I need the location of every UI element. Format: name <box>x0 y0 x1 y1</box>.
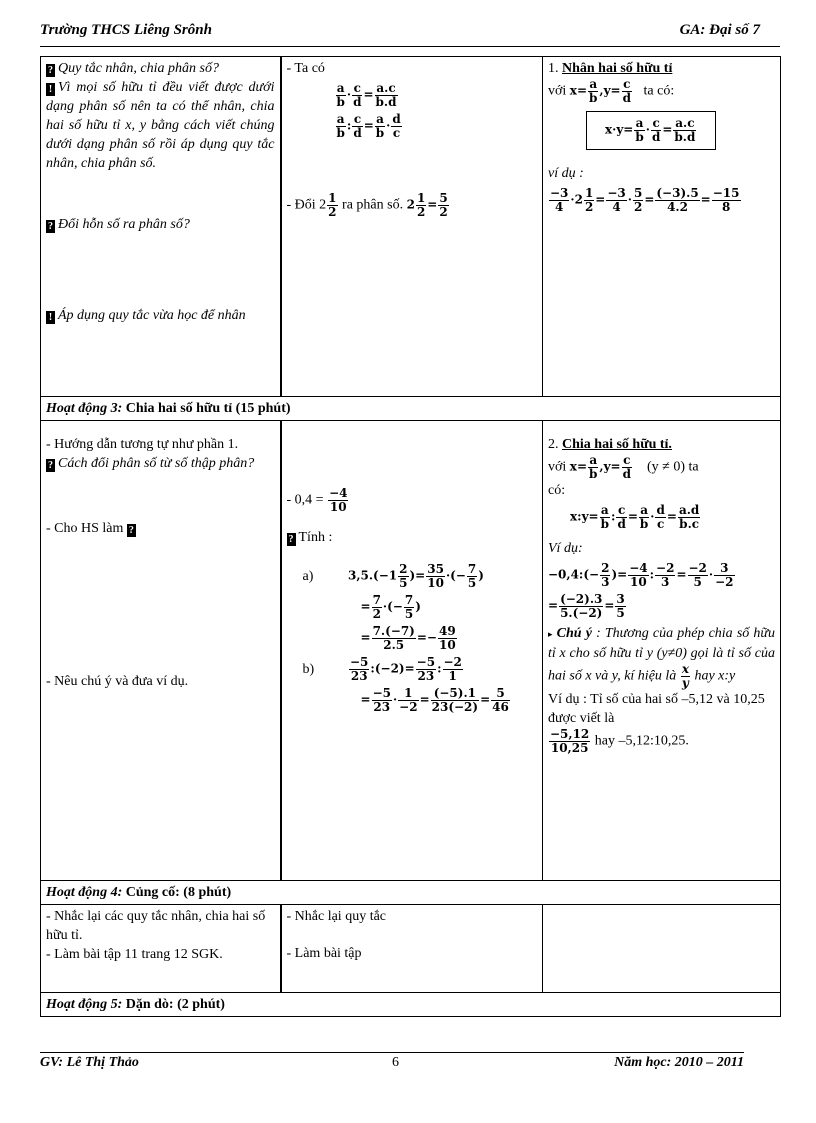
example-multiply: $\frac{-3}{4}$ ·2 $\frac{1}{2}$ = $\frac{-3}{4}$ · $\frac{5}{2}$ = $\frac{(-3).5}{4.2}$ = $\frac{-15}{8}$ <box>550 186 740 214</box>
teacher-name: GV: Lê Thị Thảo <box>40 1055 139 1070</box>
formula-divide: x:y= $\frac{a}{b}$ : $\frac{c}{d}$ = $\frac{a}{b}$ · $\frac{d}{c}$ = $\frac{a.d}{b.c}$ <box>570 503 700 531</box>
formula-box: x·y= $\frac{a}{b}$ · $\frac{c}{d}$ = $\frac{a.c}{b.d}$ <box>586 111 716 150</box>
teacher-activity-cell: ? Quy tắc nhân, chia phân số? ! Vì mọi số hữu tỉ đều viết được dưới dạng phân số nên ta có thể nhân, chia hai số hữu tỉ x, y bằng cách viết chúng dưới dạng phân số rồi áp dụng quy tắc nhân, chia phân số. ? Đổi hỗn số ra phân số? ! Áp dụng quy tắc vừa học để nhân <box>41 57 281 397</box>
mixed-number-line: - Đổi 2 $\frac{1}{2}$ ra phân số. 2 $\frac{1}{2}$ = $\frac{5}{2}$ <box>286 191 448 219</box>
question-icon: ? <box>128 525 134 536</box>
math-rule-divide: $\frac{a}{b}$ : $\frac{c}{d}$ = $\frac{a}{b}$ · $\frac{d}{c}$ <box>336 112 401 140</box>
row-consolidate <box>41 905 781 993</box>
page-number: 6 <box>392 1055 399 1070</box>
student-activity-cell: - Nhắc lại quy tắc - Làm bài tập <box>281 905 543 993</box>
lesson-table <box>40 56 781 1017</box>
exclaim-icon: ! <box>46 83 55 96</box>
note-text: ▸ Chú ý : Thương của phép chia số hữu tỉ x cho số hữu tỉ y (y≠0) gọi là tỉ số của hai số x và y, kí hiệu là $\frac{x}{y}$ hay x:y <box>548 626 776 690</box>
school-name: Trường THCS Liêng Srônh <box>40 22 212 38</box>
example-divide: −0,4:(− $\frac{2}{3}$ )= $\frac{-4}{10}$ : $\frac{-2}{3}$ = $\frac{-2}{5}$ · $\frac{3}{-2}$ <box>548 561 734 589</box>
subject-label: GA: Đại số 7 <box>679 22 760 38</box>
activity-5-row: Hoạt động 5: Dặn dò: (2 phút) <box>41 993 781 1017</box>
exercise-b: b) $\frac{-5}{23}$ :(−2)= $\frac{-5}{23}$ : $\frac{-2}{1}$ <box>302 655 462 683</box>
school-year: Năm học: 2010 – 2011 <box>614 1055 744 1070</box>
page-header <box>40 22 780 47</box>
board-cell: 2. Chia hai số hữu tỉ. với x= $\frac{a}{b}$ ,y= $\frac{c}{d}$ (y ≠ 0) ta có: x:y= $\frac{a}{b}$ : $\frac{c}{d}$ = $\frac{a}{b}$ · $\frac{d}{c}$ = $\frac{a.d}{b.c}$ Ví dụ: −0,4:(− $\frac{2}{3}$ )= $\frac{-4}{10}$ : $\frac{-2}{3}$ = $\frac{-2}{5}$ · $\frac{3}{-2}$ = $\frac{(-2).3}{5.(-2)}$ = $\frac{3}{5}$ ▸ Chú ý : Thương của phép chia số hữu tỉ x cho số hữu tỉ y (y≠0) gọi là tỉ số của hai số x và y, kí hiệu là $\frac{x}{y}$ hay x:y Ví dụ : Tỉ số của hai số –5,12 và 10,25 được viết là $\frac{-5,12}{10,25}$ hay –5,12:10,25. <box>543 421 781 881</box>
student-activity-cell: - 0,4 = $\frac{-4}{10}$ ? Tính : a) 3,5.(−1 $\frac{2}{5}$ )= $\frac{35}{10}$ ·(− $\frac{7}{5}$ ) = $\frac{7}{2}$ ·(− $\frac{7}{5}$ ) = $\frac{7.(-7)}{2.5}$ =− $\frac{49}{10}$ b) $\frac{-5}{23}$ :(−2)= $\frac{-5}{23}$ : $\frac{-2}{1}$ = $\frac{-5}{23}$ · $\frac{1}{-2}$ = $\frac{(-5).1}{23(-2)}$ = $\frac{5}{46}$ <box>281 421 543 881</box>
board-cell: 1. Nhân hai số hữu tỉ với x= $\frac{a}{b}$ ,y= $\frac{c}{d}$ ta có: x·y= $\frac{a}{b}$ · $\frac{c}{d}$ = $\frac{a.c}{b.d}$ ví dụ : $\frac{-3}{4}$ ·2 $\frac{1}{2}$ = $\frac{-3}{4}$ · $\frac{5}{2}$ = $\frac{(-3).5}{4.2}$ = $\frac{-15}{8}$ <box>543 57 781 397</box>
page-footer <box>40 1052 744 1079</box>
question-icon: ? <box>48 221 53 232</box>
activity-4-row: Hoạt động 4: Củng cố: (8 phút) <box>41 881 781 905</box>
row-multiply <box>41 57 781 397</box>
board-cell <box>543 905 781 993</box>
row-divide <box>41 421 781 881</box>
question-icon: ? <box>48 460 53 471</box>
teacher-activity-cell: - Nhắc lại các quy tắc nhân, chia hai số hữu tỉ. - Làm bài tập 11 trang 12 SGK. <box>41 905 281 993</box>
math-rule-multiply: $\frac{a}{b}$ · $\frac{c}{d}$ = $\frac{a.c}{b.d}$ <box>336 81 397 109</box>
question-icon: ? <box>288 534 294 545</box>
teacher-activity-cell: - Hướng dẫn tương tự như phần 1. ? Cách đổi phân số từ số thập phân? - Cho HS làm ? - Nêu chú ý và đưa ví dụ. <box>41 421 281 881</box>
question-icon: ? <box>48 65 53 76</box>
exclaim-icon: ! <box>46 311 55 324</box>
student-activity-cell: - Ta có $\frac{a}{b}$ · $\frac{c}{d}$ = $\frac{a.c}{b.d}$ $\frac{a}{b}$ : $\frac{c}{d}$ = $\frac{a}{b}$ · $\frac{d}{c}$ - Đổi 2 $\frac{1}{2}$ ra phân số. 2 $\frac{1}{2}$ = $\frac{5}{2}$ <box>281 57 543 397</box>
exercise-a: a) 3,5.(−1 $\frac{2}{5}$ )= $\frac{35}{10}$ ·(− $\frac{7}{5}$ ) <box>302 562 484 590</box>
activity-3-row: Hoạt động 3: Chia hai số hữu tỉ (15 phút) <box>41 397 781 421</box>
